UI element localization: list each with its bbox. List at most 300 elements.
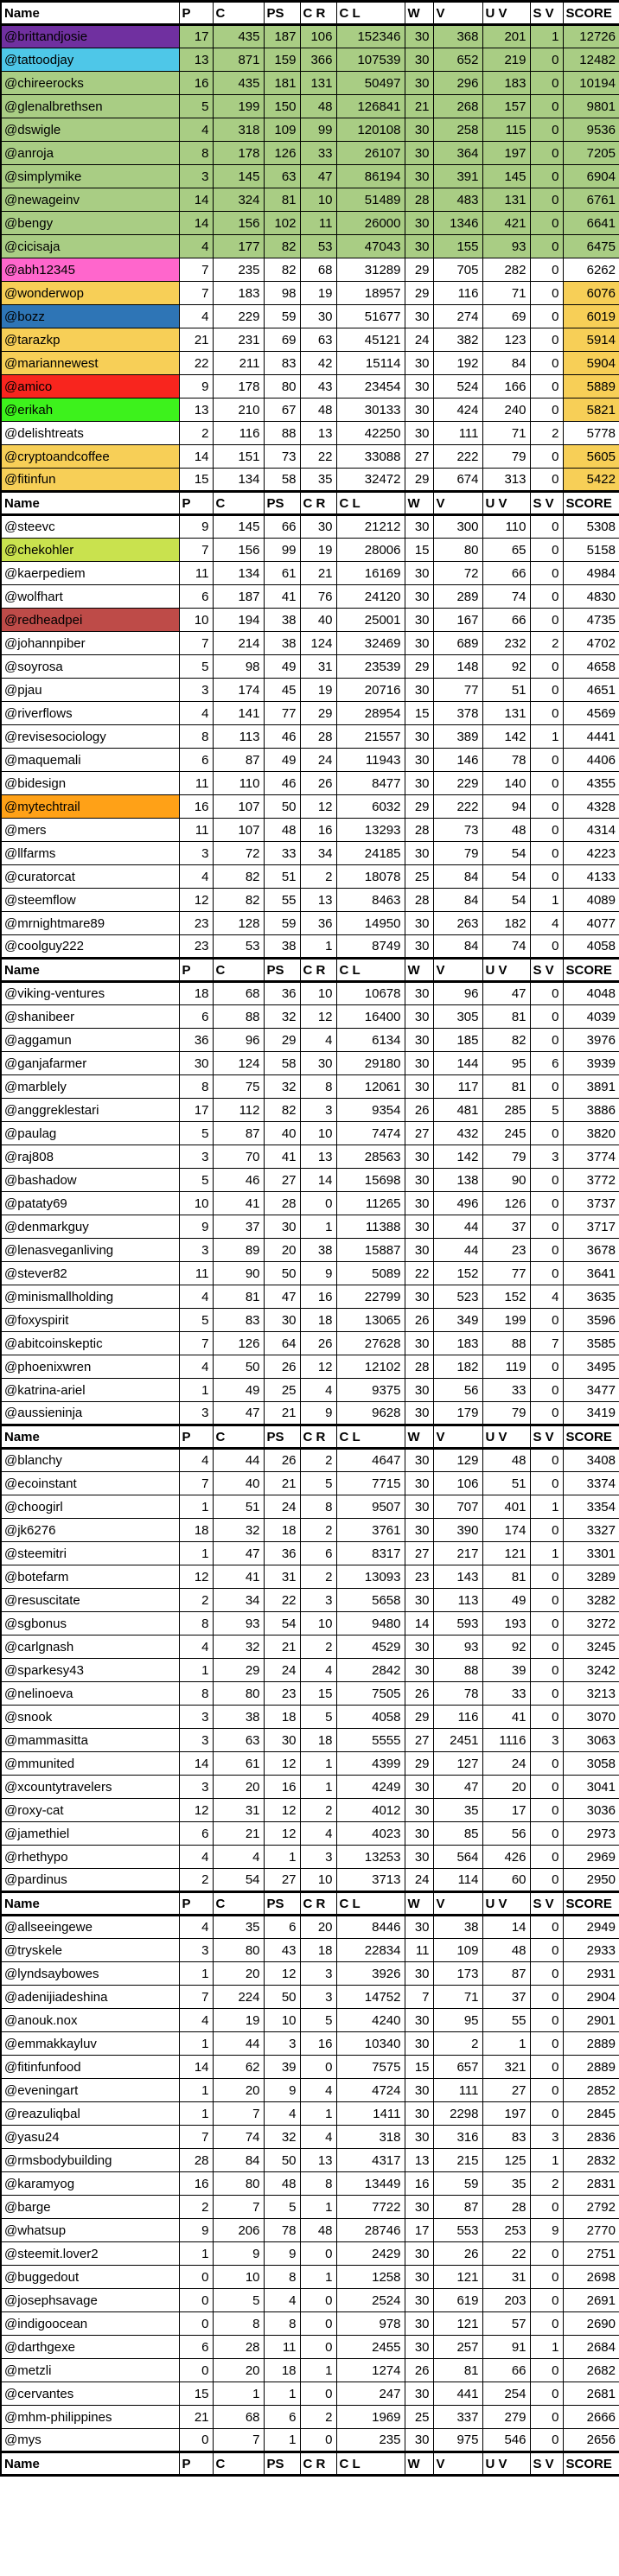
cell-p[interactable]: 7 <box>179 1986 213 2009</box>
username-cell[interactable]: @buggedout <box>1 2266 179 2289</box>
cell-w[interactable]: 30 <box>405 1239 433 1262</box>
cell-sv[interactable]: 0 <box>530 95 563 118</box>
cell-p[interactable]: 5 <box>179 1169 213 1192</box>
cell-c[interactable]: 435 <box>213 72 264 95</box>
cell-score[interactable]: 4039 <box>563 1005 619 1029</box>
cell-cr[interactable]: 8 <box>300 2172 336 2196</box>
cell-ps[interactable]: 8 <box>264 2266 300 2289</box>
cell-v[interactable]: 289 <box>433 585 482 609</box>
cell-sv[interactable]: 0 <box>530 1005 563 1029</box>
username-cell[interactable]: @blanchy <box>1 1449 179 1472</box>
username-cell[interactable]: @jamethiel <box>1 1822 179 1846</box>
cell-sv[interactable]: 0 <box>530 679 563 702</box>
cell-w[interactable]: 30 <box>405 375 433 399</box>
cell-ps[interactable]: 24 <box>264 1495 300 1519</box>
cell-cr[interactable]: 10 <box>300 188 336 212</box>
cell-cl[interactable]: 4317 <box>336 2149 405 2172</box>
cell-p[interactable]: 17 <box>179 25 213 48</box>
cell-ps[interactable]: 45 <box>264 679 300 702</box>
cell-p[interactable]: 0 <box>179 2429 213 2452</box>
username-cell[interactable]: @phoenixwren <box>1 1355 179 1379</box>
cell-cr[interactable]: 47 <box>300 165 336 188</box>
cell-v[interactable]: 705 <box>433 258 482 282</box>
cell-cr[interactable]: 18 <box>300 1939 336 1962</box>
cell-cr[interactable]: 68 <box>300 258 336 282</box>
cell-cr[interactable]: 13 <box>300 1145 336 1169</box>
cell-v[interactable]: 116 <box>433 1706 482 1729</box>
cell-score[interactable]: 2933 <box>563 1939 619 1962</box>
cell-uv[interactable]: 78 <box>482 749 530 772</box>
cell-uv[interactable]: 93 <box>482 235 530 258</box>
cell-c[interactable]: 871 <box>213 48 264 72</box>
cell-uv[interactable]: 92 <box>482 655 530 679</box>
cell-ps[interactable]: 12 <box>264 1752 300 1776</box>
cell-score[interactable]: 2682 <box>563 2359 619 2382</box>
cell-v[interactable]: 84 <box>433 865 482 889</box>
username-cell[interactable]: @mers <box>1 819 179 842</box>
cell-p[interactable]: 8 <box>179 1075 213 1099</box>
cell-score[interactable]: 3301 <box>563 1542 619 1565</box>
cell-uv[interactable]: 66 <box>482 609 530 632</box>
cell-w[interactable]: 30 <box>405 1052 433 1075</box>
cell-cl[interactable]: 10678 <box>336 982 405 1005</box>
cell-ps[interactable]: 16 <box>264 1776 300 1799</box>
cell-w[interactable]: 28 <box>405 889 433 912</box>
cell-sv[interactable]: 0 <box>530 1962 563 1986</box>
cell-w[interactable]: 30 <box>405 2032 433 2056</box>
cell-p[interactable]: 8 <box>179 1612 213 1636</box>
cell-w[interactable]: 27 <box>405 1729 433 1752</box>
cell-cr[interactable]: 9 <box>300 1262 336 1285</box>
cell-sv[interactable]: 0 <box>530 1192 563 1215</box>
cell-p[interactable]: 13 <box>179 399 213 422</box>
cell-p[interactable]: 4 <box>179 702 213 725</box>
cell-c[interactable]: 41 <box>213 1192 264 1215</box>
cell-c[interactable]: 68 <box>213 2406 264 2429</box>
cell-sv[interactable]: 2 <box>530 2172 563 2196</box>
cell-cl[interactable]: 12061 <box>336 1075 405 1099</box>
cell-v[interactable]: 127 <box>433 1752 482 1776</box>
cell-sv[interactable]: 0 <box>530 1612 563 1636</box>
cell-v[interactable]: 975 <box>433 2429 482 2452</box>
cell-sv[interactable]: 6 <box>530 1052 563 1075</box>
cell-c[interactable]: 32 <box>213 1519 264 1542</box>
cell-w[interactable]: 30 <box>405 725 433 749</box>
cell-uv[interactable]: 140 <box>482 772 530 795</box>
username-cell[interactable]: @katrina-ariel <box>1 1379 179 1402</box>
cell-uv[interactable]: 17 <box>482 1799 530 1822</box>
username-cell[interactable]: @wolfhart <box>1 585 179 609</box>
cell-c[interactable]: 8 <box>213 2312 264 2336</box>
cell-ps[interactable]: 27 <box>264 1169 300 1192</box>
cell-cr[interactable]: 53 <box>300 235 336 258</box>
cell-sv[interactable]: 0 <box>530 795 563 819</box>
cell-cl[interactable]: 25001 <box>336 609 405 632</box>
cell-cl[interactable]: 9507 <box>336 1495 405 1519</box>
cell-sv[interactable]: 0 <box>530 1449 563 1472</box>
cell-c[interactable]: 32 <box>213 1636 264 1659</box>
cell-ps[interactable]: 4 <box>264 2102 300 2126</box>
cell-score[interactable]: 3820 <box>563 1122 619 1145</box>
cell-cr[interactable]: 10 <box>300 1122 336 1145</box>
username-cell[interactable]: @delishtreats <box>1 422 179 445</box>
cell-c[interactable]: 68 <box>213 982 264 1005</box>
cell-score[interactable]: 2852 <box>563 2079 619 2102</box>
username-cell[interactable]: @tarazkp <box>1 328 179 352</box>
cell-cl[interactable]: 8463 <box>336 889 405 912</box>
username-cell[interactable]: @erikah <box>1 399 179 422</box>
cell-c[interactable]: 34 <box>213 1589 264 1612</box>
cell-cl[interactable]: 11943 <box>336 749 405 772</box>
username-cell[interactable]: @mytechtrail <box>1 795 179 819</box>
cell-ps[interactable]: 58 <box>264 469 300 492</box>
cell-score[interactable]: 2656 <box>563 2429 619 2452</box>
cell-sv[interactable]: 0 <box>530 2382 563 2406</box>
cell-w[interactable]: 30 <box>405 2242 433 2266</box>
username-cell[interactable]: @coolguy222 <box>1 935 179 959</box>
username-cell[interactable]: @jk6276 <box>1 1519 179 1542</box>
cell-c[interactable]: 28 <box>213 2336 264 2359</box>
cell-cr[interactable]: 10 <box>300 1869 336 1892</box>
cell-cr[interactable]: 99 <box>300 118 336 142</box>
cell-ps[interactable]: 46 <box>264 772 300 795</box>
cell-score[interactable]: 9801 <box>563 95 619 118</box>
cell-score[interactable]: 4355 <box>563 772 619 795</box>
username-cell[interactable]: @shanibeer <box>1 1005 179 1029</box>
cell-c[interactable]: 231 <box>213 328 264 352</box>
cell-w[interactable]: 30 <box>405 305 433 328</box>
cell-cl[interactable]: 1969 <box>336 2406 405 2429</box>
cell-cr[interactable]: 8 <box>300 1495 336 1519</box>
cell-cr[interactable]: 2 <box>300 2406 336 2429</box>
cell-sv[interactable]: 0 <box>530 2079 563 2102</box>
cell-sv[interactable]: 0 <box>530 1589 563 1612</box>
cell-cl[interactable]: 13293 <box>336 819 405 842</box>
cell-cr[interactable]: 0 <box>300 1192 336 1215</box>
cell-c[interactable]: 4 <box>213 1846 264 1869</box>
cell-w[interactable]: 25 <box>405 865 433 889</box>
cell-uv[interactable]: 88 <box>482 1332 530 1355</box>
cell-v[interactable]: 524 <box>433 375 482 399</box>
cell-w[interactable]: 30 <box>405 2266 433 2289</box>
cell-ps[interactable]: 81 <box>264 188 300 212</box>
username-cell[interactable]: @tryskele <box>1 1939 179 1962</box>
username-cell[interactable]: @whatsup <box>1 2219 179 2242</box>
cell-c[interactable]: 74 <box>213 2126 264 2149</box>
username-cell[interactable]: @curatorcat <box>1 865 179 889</box>
cell-p[interactable]: 12 <box>179 1565 213 1589</box>
cell-cl[interactable]: 3713 <box>336 1869 405 1892</box>
cell-cl[interactable]: 23454 <box>336 375 405 399</box>
cell-uv[interactable]: 254 <box>482 2382 530 2406</box>
cell-sv[interactable]: 0 <box>530 655 563 679</box>
cell-v[interactable]: 185 <box>433 1029 482 1052</box>
cell-v[interactable]: 81 <box>433 2359 482 2382</box>
cell-p[interactable]: 3 <box>179 1145 213 1169</box>
cell-p[interactable]: 9 <box>179 375 213 399</box>
cell-w[interactable]: 30 <box>405 912 433 935</box>
username-cell[interactable]: @allseeingewe <box>1 1916 179 1939</box>
cell-v[interactable]: 138 <box>433 1169 482 1192</box>
cell-w[interactable]: 30 <box>405 1962 433 1986</box>
cell-score[interactable]: 6076 <box>563 282 619 305</box>
cell-score[interactable]: 3063 <box>563 1729 619 1752</box>
cell-uv[interactable]: 145 <box>482 165 530 188</box>
cell-w[interactable]: 30 <box>405 1916 433 1939</box>
username-cell[interactable]: @snook <box>1 1706 179 1729</box>
cell-uv[interactable]: 1116 <box>482 1729 530 1752</box>
cell-ps[interactable]: 54 <box>264 1612 300 1636</box>
cell-cr[interactable]: 2 <box>300 1449 336 1472</box>
cell-c[interactable]: 84 <box>213 2149 264 2172</box>
cell-c[interactable]: 98 <box>213 655 264 679</box>
cell-v[interactable]: 88 <box>433 1659 482 1682</box>
cell-v[interactable]: 432 <box>433 1122 482 1145</box>
cell-sv[interactable]: 0 <box>530 48 563 72</box>
cell-w[interactable]: 30 <box>405 399 433 422</box>
cell-uv[interactable]: 279 <box>482 2406 530 2429</box>
cell-ps[interactable]: 1 <box>264 1846 300 1869</box>
cell-ps[interactable]: 32 <box>264 1005 300 1029</box>
cell-sv[interactable]: 0 <box>530 1309 563 1332</box>
username-cell[interactable]: @carlgnash <box>1 1636 179 1659</box>
cell-p[interactable]: 23 <box>179 912 213 935</box>
cell-cl[interactable]: 120108 <box>336 118 405 142</box>
cell-cl[interactable]: 152346 <box>336 25 405 48</box>
cell-c[interactable]: 435 <box>213 25 264 48</box>
cell-score[interactable]: 3327 <box>563 1519 619 1542</box>
cell-ps[interactable]: 66 <box>264 515 300 539</box>
cell-v[interactable]: 707 <box>433 1495 482 1519</box>
cell-v[interactable]: 368 <box>433 25 482 48</box>
cell-uv[interactable]: 66 <box>482 2359 530 2382</box>
cell-w[interactable]: 7 <box>405 1986 433 2009</box>
cell-w[interactable]: 30 <box>405 1285 433 1309</box>
cell-v[interactable]: 152 <box>433 1262 482 1285</box>
cell-cl[interactable]: 6032 <box>336 795 405 819</box>
cell-w[interactable]: 30 <box>405 2289 433 2312</box>
cell-cr[interactable]: 1 <box>300 1752 336 1776</box>
cell-w[interactable]: 30 <box>405 142 433 165</box>
cell-uv[interactable]: 285 <box>482 1099 530 1122</box>
cell-sv[interactable]: 0 <box>530 165 563 188</box>
cell-ps[interactable]: 63 <box>264 165 300 188</box>
cell-v[interactable]: 689 <box>433 632 482 655</box>
cell-cl[interactable]: 8446 <box>336 1916 405 1939</box>
cell-c[interactable]: 47 <box>213 1402 264 1425</box>
cell-uv[interactable]: 182 <box>482 912 530 935</box>
cell-v[interactable]: 77 <box>433 679 482 702</box>
cell-ps[interactable]: 18 <box>264 1519 300 1542</box>
cell-ps[interactable]: 29 <box>264 1029 300 1052</box>
cell-w[interactable]: 23 <box>405 1565 433 1589</box>
cell-score[interactable]: 2792 <box>563 2196 619 2219</box>
cell-sv[interactable]: 0 <box>530 305 563 328</box>
cell-sv[interactable]: 0 <box>530 1122 563 1145</box>
cell-ps[interactable]: 12 <box>264 1799 300 1822</box>
cell-cr[interactable]: 4 <box>300 2126 336 2149</box>
cell-sv[interactable]: 0 <box>530 2056 563 2079</box>
cell-c[interactable]: 83 <box>213 1309 264 1332</box>
cell-c[interactable]: 235 <box>213 258 264 282</box>
cell-p[interactable]: 7 <box>179 1332 213 1355</box>
cell-cr[interactable]: 2 <box>300 1565 336 1589</box>
cell-ps[interactable]: 36 <box>264 982 300 1005</box>
cell-cl[interactable]: 3761 <box>336 1519 405 1542</box>
cell-ps[interactable]: 24 <box>264 1659 300 1682</box>
cell-score[interactable]: 4441 <box>563 725 619 749</box>
cell-ps[interactable]: 38 <box>264 935 300 959</box>
cell-cr[interactable]: 124 <box>300 632 336 655</box>
username-cell[interactable]: @steevc <box>1 515 179 539</box>
cell-uv[interactable]: 37 <box>482 1986 530 2009</box>
cell-p[interactable]: 3 <box>179 1239 213 1262</box>
cell-sv[interactable]: 0 <box>530 1752 563 1776</box>
cell-w[interactable]: 15 <box>405 2056 433 2079</box>
username-cell[interactable]: @xcountytravelers <box>1 1776 179 1799</box>
cell-cr[interactable]: 366 <box>300 48 336 72</box>
username-cell[interactable]: @revisesociology <box>1 725 179 749</box>
username-cell[interactable]: @glenalbrethsen <box>1 95 179 118</box>
cell-c[interactable]: 116 <box>213 422 264 445</box>
cell-cl[interactable]: 8749 <box>336 935 405 959</box>
cell-p[interactable]: 1 <box>179 2079 213 2102</box>
cell-cl[interactable]: 50497 <box>336 72 405 95</box>
cell-cr[interactable]: 3 <box>300 1846 336 1869</box>
cell-sv[interactable]: 0 <box>530 188 563 212</box>
cell-w[interactable]: 15 <box>405 539 433 562</box>
cell-sv[interactable]: 0 <box>530 2429 563 2452</box>
cell-w[interactable]: 30 <box>405 1799 433 1822</box>
cell-p[interactable]: 14 <box>179 212 213 235</box>
cell-uv[interactable]: 321 <box>482 2056 530 2079</box>
cell-v[interactable]: 389 <box>433 725 482 749</box>
cell-v[interactable]: 167 <box>433 609 482 632</box>
cell-ps[interactable]: 67 <box>264 399 300 422</box>
cell-ps[interactable]: 50 <box>264 2149 300 2172</box>
cell-ps[interactable]: 46 <box>264 725 300 749</box>
cell-ps[interactable]: 12 <box>264 1962 300 1986</box>
cell-score[interactable]: 3939 <box>563 1052 619 1075</box>
cell-p[interactable]: 0 <box>179 2266 213 2289</box>
cell-ps[interactable]: 41 <box>264 585 300 609</box>
cell-w[interactable]: 30 <box>405 1402 433 1425</box>
cell-sv[interactable]: 0 <box>530 72 563 95</box>
username-cell[interactable]: @chekohler <box>1 539 179 562</box>
cell-v[interactable]: 523 <box>433 1285 482 1309</box>
cell-ps[interactable]: 30 <box>264 1215 300 1239</box>
cell-cl[interactable]: 7715 <box>336 1472 405 1495</box>
cell-uv[interactable]: 83 <box>482 2126 530 2149</box>
cell-w[interactable]: 30 <box>405 2336 433 2359</box>
cell-v[interactable]: 258 <box>433 118 482 142</box>
cell-w[interactable]: 28 <box>405 819 433 842</box>
cell-cr[interactable]: 9 <box>300 1402 336 1425</box>
cell-ps[interactable]: 21 <box>264 1636 300 1659</box>
cell-p[interactable]: 14 <box>179 2056 213 2079</box>
cell-v[interactable]: 316 <box>433 2126 482 2149</box>
cell-c[interactable]: 38 <box>213 1706 264 1729</box>
cell-cr[interactable]: 16 <box>300 2032 336 2056</box>
cell-cl[interactable]: 28954 <box>336 702 405 725</box>
cell-ps[interactable]: 32 <box>264 2126 300 2149</box>
cell-p[interactable]: 9 <box>179 1215 213 1239</box>
cell-score[interactable]: 4133 <box>563 865 619 889</box>
cell-c[interactable]: 128 <box>213 912 264 935</box>
cell-score[interactable]: 2832 <box>563 2149 619 2172</box>
cell-sv[interactable]: 0 <box>530 1519 563 1542</box>
cell-score[interactable]: 2901 <box>563 2009 619 2032</box>
cell-score[interactable]: 2889 <box>563 2056 619 2079</box>
cell-ps[interactable]: 59 <box>264 305 300 328</box>
cell-uv[interactable]: 197 <box>482 142 530 165</box>
cell-w[interactable]: 30 <box>405 1472 433 1495</box>
cell-c[interactable]: 211 <box>213 352 264 375</box>
username-cell[interactable]: @rmsbodybuilding <box>1 2149 179 2172</box>
cell-cl[interactable]: 27628 <box>336 1332 405 1355</box>
cell-cr[interactable]: 0 <box>300 2382 336 2406</box>
cell-score[interactable]: 4735 <box>563 609 619 632</box>
cell-score[interactable]: 12482 <box>563 48 619 72</box>
cell-score[interactable]: 4077 <box>563 912 619 935</box>
cell-ps[interactable]: 26 <box>264 1449 300 1472</box>
cell-sv[interactable]: 4 <box>530 1285 563 1309</box>
cell-w[interactable]: 30 <box>405 1169 433 1192</box>
cell-c[interactable]: 21 <box>213 1822 264 1846</box>
cell-uv[interactable]: 60 <box>482 1869 530 1892</box>
cell-cl[interactable]: 32472 <box>336 469 405 492</box>
cell-uv[interactable]: 41 <box>482 1706 530 1729</box>
cell-ps[interactable]: 109 <box>264 118 300 142</box>
cell-cr[interactable]: 48 <box>300 399 336 422</box>
cell-c[interactable]: 224 <box>213 1986 264 2009</box>
username-cell[interactable]: @sparkesy43 <box>1 1659 179 1682</box>
cell-sv[interactable]: 1 <box>530 1542 563 1565</box>
cell-c[interactable]: 90 <box>213 1262 264 1285</box>
cell-uv[interactable]: 95 <box>482 1052 530 1075</box>
cell-cr[interactable]: 4 <box>300 1822 336 1846</box>
cell-v[interactable]: 553 <box>433 2219 482 2242</box>
cell-ps[interactable]: 82 <box>264 258 300 282</box>
cell-score[interactable]: 2690 <box>563 2312 619 2336</box>
cell-cl[interactable]: 47043 <box>336 235 405 258</box>
cell-w[interactable]: 30 <box>405 1005 433 1029</box>
cell-ps[interactable]: 8 <box>264 2312 300 2336</box>
cell-cl[interactable]: 21212 <box>336 515 405 539</box>
cell-cl[interactable]: 28006 <box>336 539 405 562</box>
cell-v[interactable]: 564 <box>433 1846 482 1869</box>
cell-uv[interactable]: 48 <box>482 1939 530 1962</box>
cell-cl[interactable]: 4249 <box>336 1776 405 1799</box>
cell-cr[interactable]: 3 <box>300 1962 336 1986</box>
cell-p[interactable]: 4 <box>179 235 213 258</box>
cell-cl[interactable]: 247 <box>336 2382 405 2406</box>
cell-cr[interactable]: 0 <box>300 2429 336 2452</box>
cell-v[interactable]: 144 <box>433 1052 482 1075</box>
cell-cl[interactable]: 107539 <box>336 48 405 72</box>
cell-p[interactable]: 36 <box>179 1029 213 1052</box>
username-cell[interactable]: @steemflow <box>1 889 179 912</box>
cell-sv[interactable]: 3 <box>530 1729 563 1752</box>
cell-cl[interactable]: 22834 <box>336 1939 405 1962</box>
cell-cr[interactable]: 63 <box>300 328 336 352</box>
cell-score[interactable]: 3477 <box>563 1379 619 1402</box>
cell-p[interactable]: 11 <box>179 772 213 795</box>
cell-w[interactable]: 30 <box>405 212 433 235</box>
cell-c[interactable]: 134 <box>213 562 264 585</box>
cell-w[interactable]: 28 <box>405 188 433 212</box>
cell-uv[interactable]: 125 <box>482 2149 530 2172</box>
